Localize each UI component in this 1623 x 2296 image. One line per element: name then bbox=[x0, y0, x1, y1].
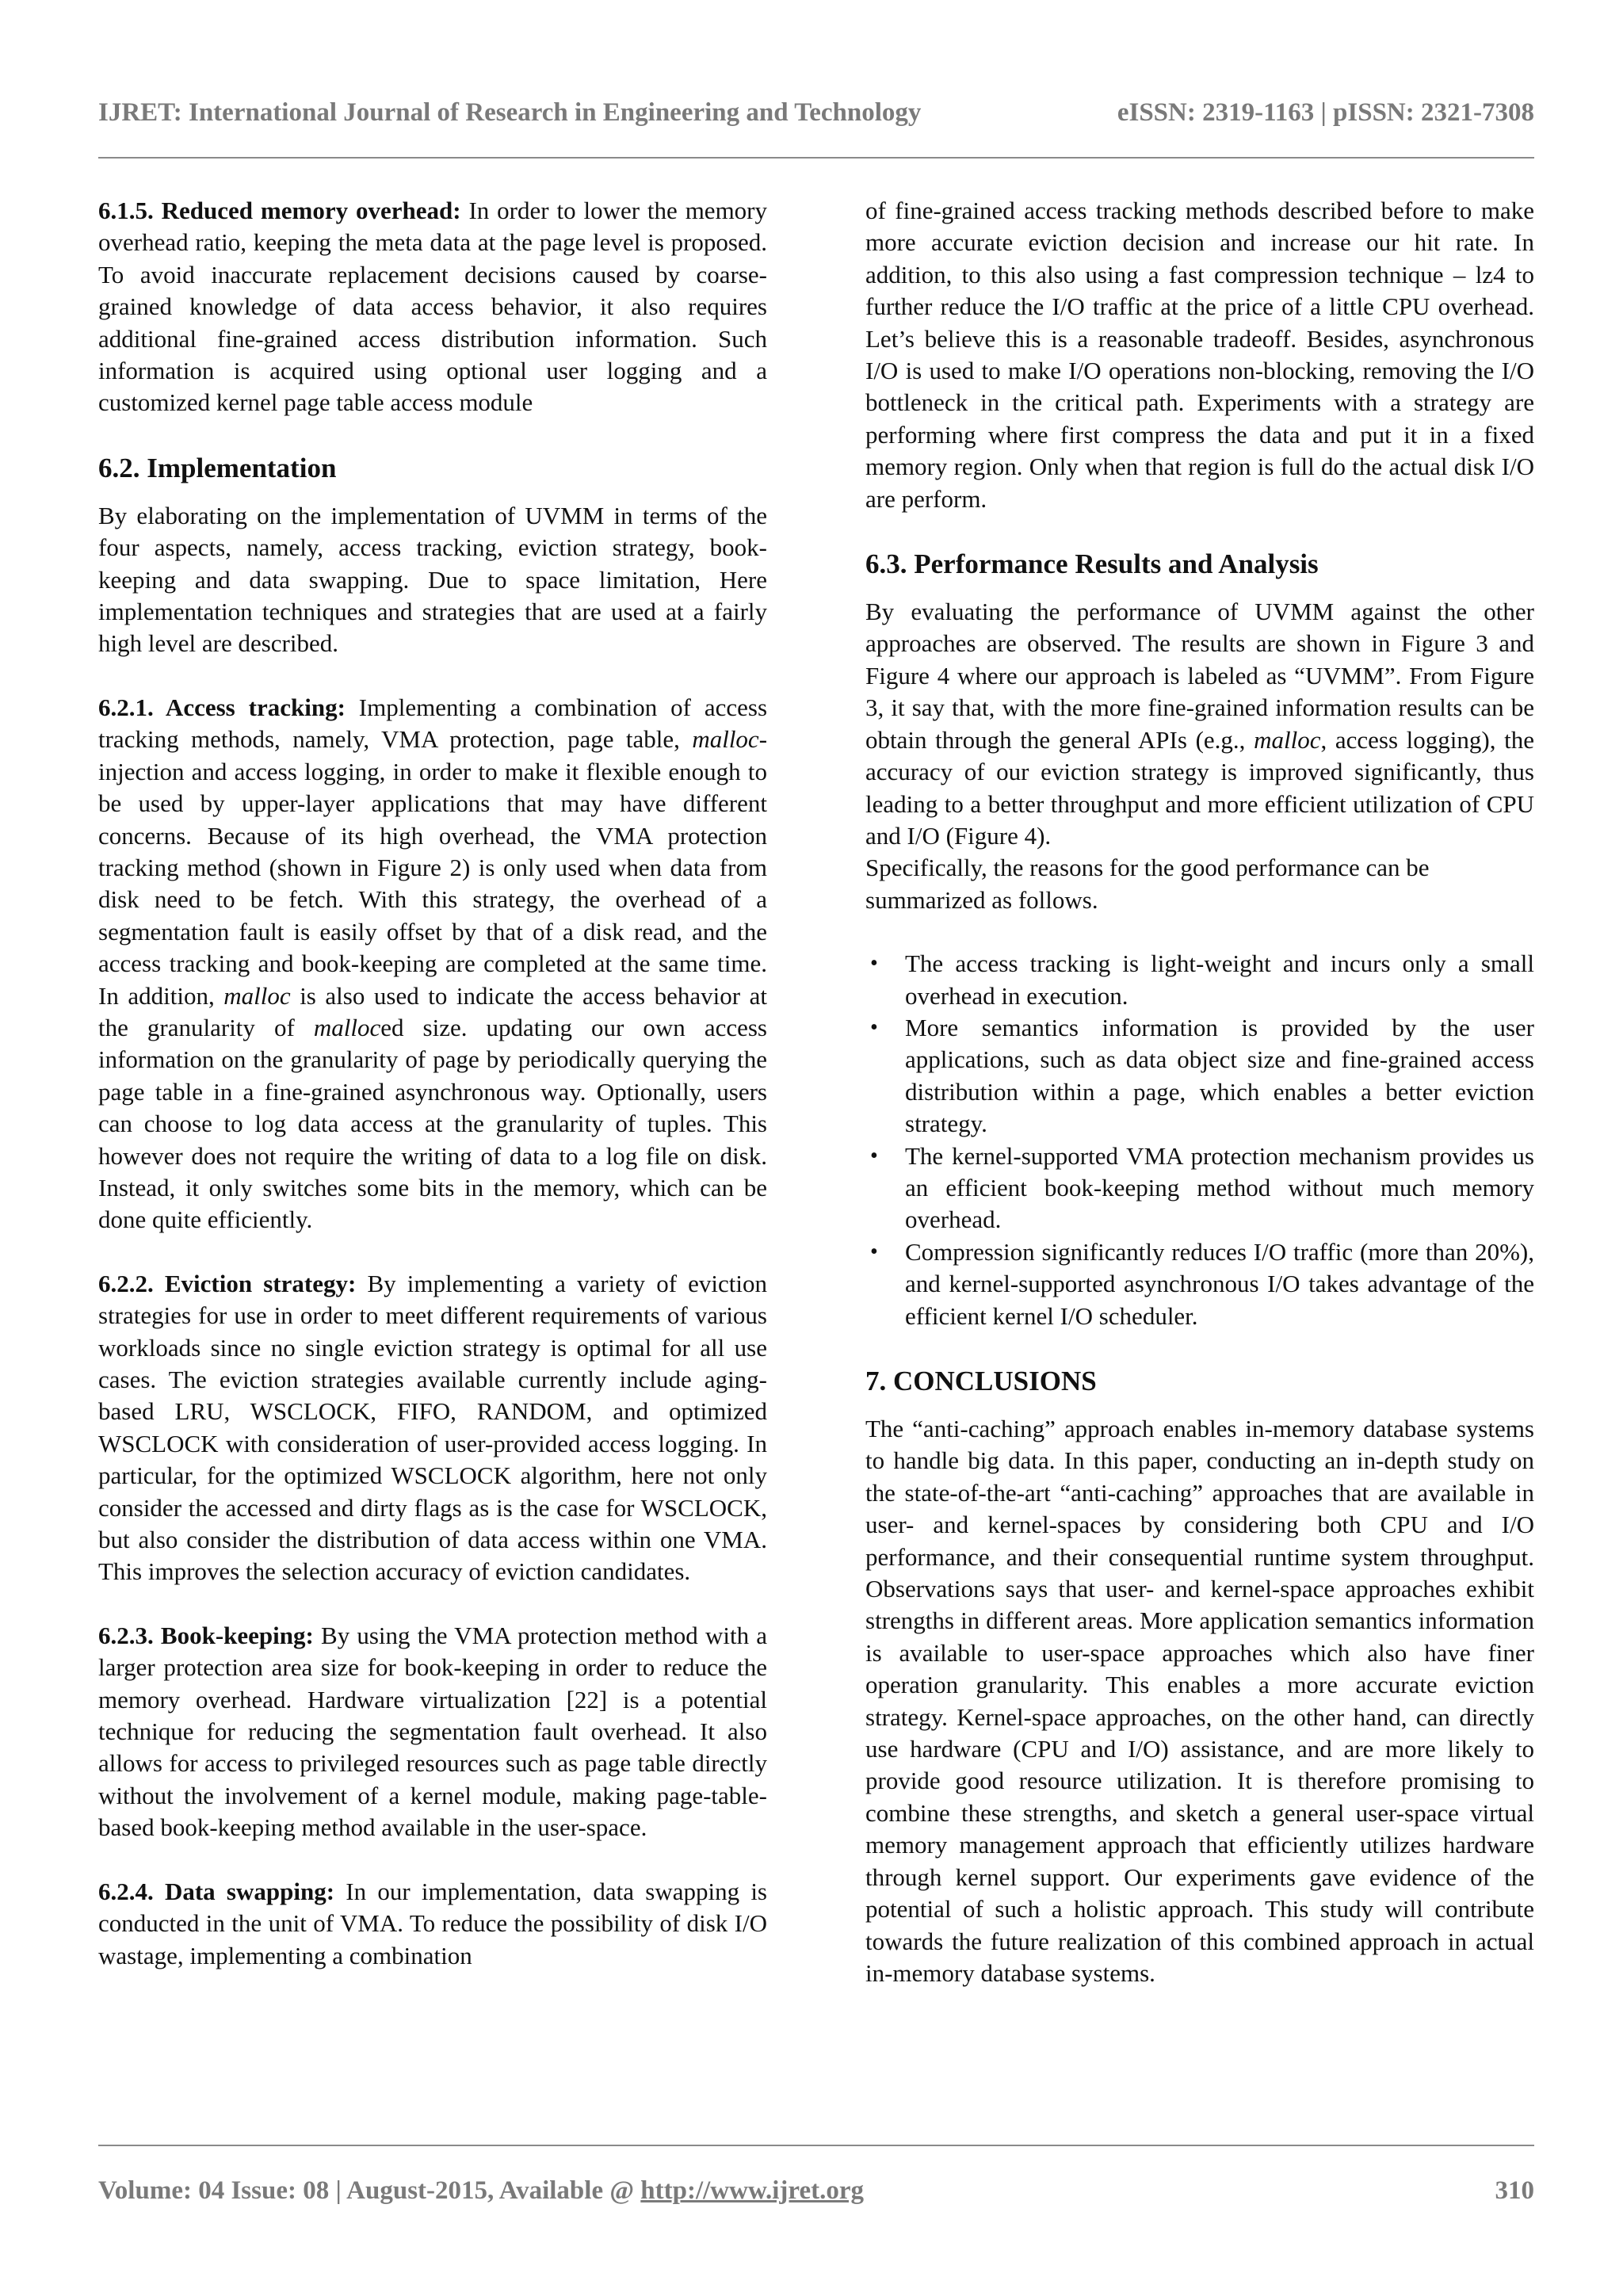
subsection-title-6-2-2: 6.2.2. Eviction strategy: bbox=[98, 1269, 357, 1297]
list-item: • The kernel-supported VMA protection mechanism provides us an efficient book-keeping method without much memory overhead. bbox=[870, 1141, 1534, 1234]
paragraph-6-2-3 bbox=[98, 1620, 767, 1844]
paragraph-6-1-5 bbox=[98, 195, 767, 419]
paragraph-text: By using the VMA protection method with a larger protection area size for book-keeping in order to reduce the memory overhead. Hardware virtualization [22] is a potential technique for reducing the segmentation fault overhead. It also allows for access to privileged resources such as page table directly without the involvement of a kernel module, making page-table-based book-keeping method available in the user-space. bbox=[98, 1621, 768, 1842]
paragraph-6-2-4 bbox=[98, 1876, 767, 1972]
journal-title: IJRET: International Journal of Research in Engineering and Technology bbox=[98, 98, 922, 127]
header-divider bbox=[98, 157, 1534, 159]
paragraph-text: By implementing a variety of eviction strategies for use in order to meet different requirements of various workloads since no single eviction strategy is optimal for all use cases. The eviction strategies available currently include aging-based LRU, WSCLOCK, FIFO, RANDOM, and optimized WSCLOCK with consideration of user-provided access logging. In particular, for the optimized WSCLOCK algorithm, here not only consider the accessed and dirty flags as is the case for WSCLOCK, but also consider the distribution of data access within one VMA. This improves the selection accuracy of eviction candidates. bbox=[98, 1269, 768, 1586]
malloc-term: malloc bbox=[223, 981, 291, 1010]
subsection-title-6-2-1: 6.2.1. Access tracking: bbox=[98, 693, 346, 721]
malloc-term: malloc bbox=[692, 725, 759, 754]
paragraph-text: ed size. updating our own access information on the granularity of page by periodically querying the page table in a fine-grained asynchronous way. Optionally, users can choose to log data access at the granularity of tuples. This however does not require the writing of data to a log file on disk. Instead, it only switches some bits in the memory, which can be done quite efficiently. bbox=[98, 1013, 767, 1234]
section-heading-7: 7. CONCLUSIONS bbox=[865, 1366, 1097, 1396]
list-item: • Compression significantly reduces I/O traffic (more than 20%), and kernel-supported asynchronous I/O takes advantage of the efficient kernel I/O scheduler. bbox=[870, 1237, 1534, 1330]
section-heading-6-2: 6.2. Implementation bbox=[98, 452, 337, 483]
malloc-term: malloc bbox=[1254, 725, 1321, 754]
subsection-title-6-2-4: 6.2.4. Data swapping: bbox=[98, 1877, 335, 1905]
page-number: 310 bbox=[1495, 2176, 1534, 2205]
results-bullet-list bbox=[865, 948, 1534, 1332]
paragraph-text: -injection and access logging, in order to make it flexible enough to be used by upper-layer applications that may have different concerns. Because of its high overhead, the VMA protection tracking method (shown in Figure 2) is only used when data from disk need to be fetch. With this strategy, the overhead of a segmentation fault is easily offset by that of a disk read, and the access tracking and book-keeping are completed at the same time. In addition, bbox=[98, 725, 768, 1010]
left-column bbox=[98, 195, 767, 1972]
paragraph-text: In our implementation, data swapping is conducted in the unit of VMA. To reduce the possibility of disk I/O wastage, implementing a combination bbox=[98, 1877, 767, 1969]
paragraph-6-2: By elaborating on the implementation of UVMM in terms of the four aspects, namely, access tracking, eviction strategy, book-keeping and data swapping. Due to space limitation, Here implementation techniques and strategies that are used at a fairly high level are described. bbox=[98, 501, 767, 658]
subsection-title-6-1-5: 6.1.5. Reduced memory overhead: bbox=[98, 197, 461, 224]
bullet-icon: • bbox=[870, 1239, 878, 1264]
bullet-icon: • bbox=[870, 951, 878, 976]
malloc-term: malloc bbox=[313, 1013, 381, 1041]
paragraph-text: By evaluating the performance of UVMM against the other approaches are observed. The results are shown in Figure 3 and Figure 4 where our approach is labeled as “UVMM”. From Figure 3, it say that, with the more fine-grained information results can be obtain through the general APIs (e.g., bbox=[865, 598, 1534, 754]
paragraph-conclusions: The “anti-caching” approach enables in-memory database systems to handle big data. In this paper, conducting an in-depth study on the state-of-the-art “anti-caching” approaches that are available in user- and kernel-spaces by considering both CPU and I/O performance, and their consequential runtime system throughput. Observations says that user- and kernel-space approaches exhibit strengths in different areas. More application semantics information is available to user-space approaches which also have finer operation granularity. This enables a more accurate eviction strategy. Kernel-space approaches, on the other hand, can directly use hardware (CPU and I/O) assistance, and are more likely to provide good resource utilization. It is therefore promising to combine these strengths, and sketch a general user-space virtual memory management approach that efficiently utilizes hardware through kernel support. Our experiments gave evidence of the potential of such a holistic approach. This study will contribute towards the future realization of this combined approach in actual in-memory database systems. bbox=[865, 1415, 1534, 1987]
bullet-icon: • bbox=[870, 1014, 878, 1040]
paragraph-6-2-1 bbox=[98, 692, 767, 1236]
bullet-icon: • bbox=[870, 1143, 878, 1168]
subsection-title-6-2-3: 6.2.3. Book-keeping: bbox=[98, 1621, 314, 1649]
volume-info: Volume: 04 Issue: 08 | August-2015, Available @ http://www.ijret.org bbox=[98, 2176, 864, 2205]
paragraph-6-2-4-continued: of fine-grained access tracking methods described before to make more accurate eviction decision and increase our hit rate. In addition, to this also using a fast compression technique – lz4 to further reduce the I/O traffic at the price of a little CPU overhead. Let’s believe this is a reasonable tradeoff. Besides, asynchronous I/O is used to make I/O operations non-blocking, removing the I/O bottleneck in the critical path. Experiments with a strategy are performing where first compress the data and put it in a fixed memory region. Only when that region is full do the actual disk I/O are perform. bbox=[865, 197, 1534, 513]
paragraph-6-3-summary: Specifically, the reasons for the good performance can be summarized as follows. bbox=[865, 854, 1430, 914]
section-heading-6-3: 6.3. Performance Results and Analysis bbox=[865, 548, 1319, 580]
paragraph-text: is also used to indicate the access behavior at the granularity of bbox=[98, 981, 768, 1041]
issn-info: eISSN: 2319-1163 | pISSN: 2321-7308 bbox=[1117, 98, 1534, 127]
paragraph-text: Implementing a combination of access tracking methods, namely, VMA protection, page table, bbox=[98, 693, 768, 754]
footer-divider bbox=[98, 2145, 1534, 2146]
paragraph-6-2-2 bbox=[98, 1268, 767, 1588]
list-item: • More semantics information is provided by the user applications, such as data object size and fine-grained access distribution within a page, which enables a better eviction strategy. bbox=[870, 1013, 1534, 1138]
list-item: • The access tracking is light-weight and incurs only a small overhead in execution. bbox=[870, 949, 1534, 1010]
paragraph-text: , access logging), the accuracy of our eviction strategy is improved significantly, thus leading to a better throughput and more efficient utilization of CPU and I/O (Figure 4). bbox=[865, 725, 1534, 850]
paragraph-6-3 bbox=[865, 596, 1534, 852]
right-column bbox=[865, 195, 1534, 1989]
journal-url-link[interactable]: http://www.ijret.org bbox=[640, 2176, 864, 2205]
paragraph-text: In order to lower the memory overhead ratio, keeping the meta data at the page level is proposed. To avoid inaccurate replacement decisions caused by coarse-grained knowledge of data access behavior, it also requires additional fine-grained access distribution information. Such information is acquired using optional user logging and a customized kernel page table access module bbox=[98, 197, 768, 417]
